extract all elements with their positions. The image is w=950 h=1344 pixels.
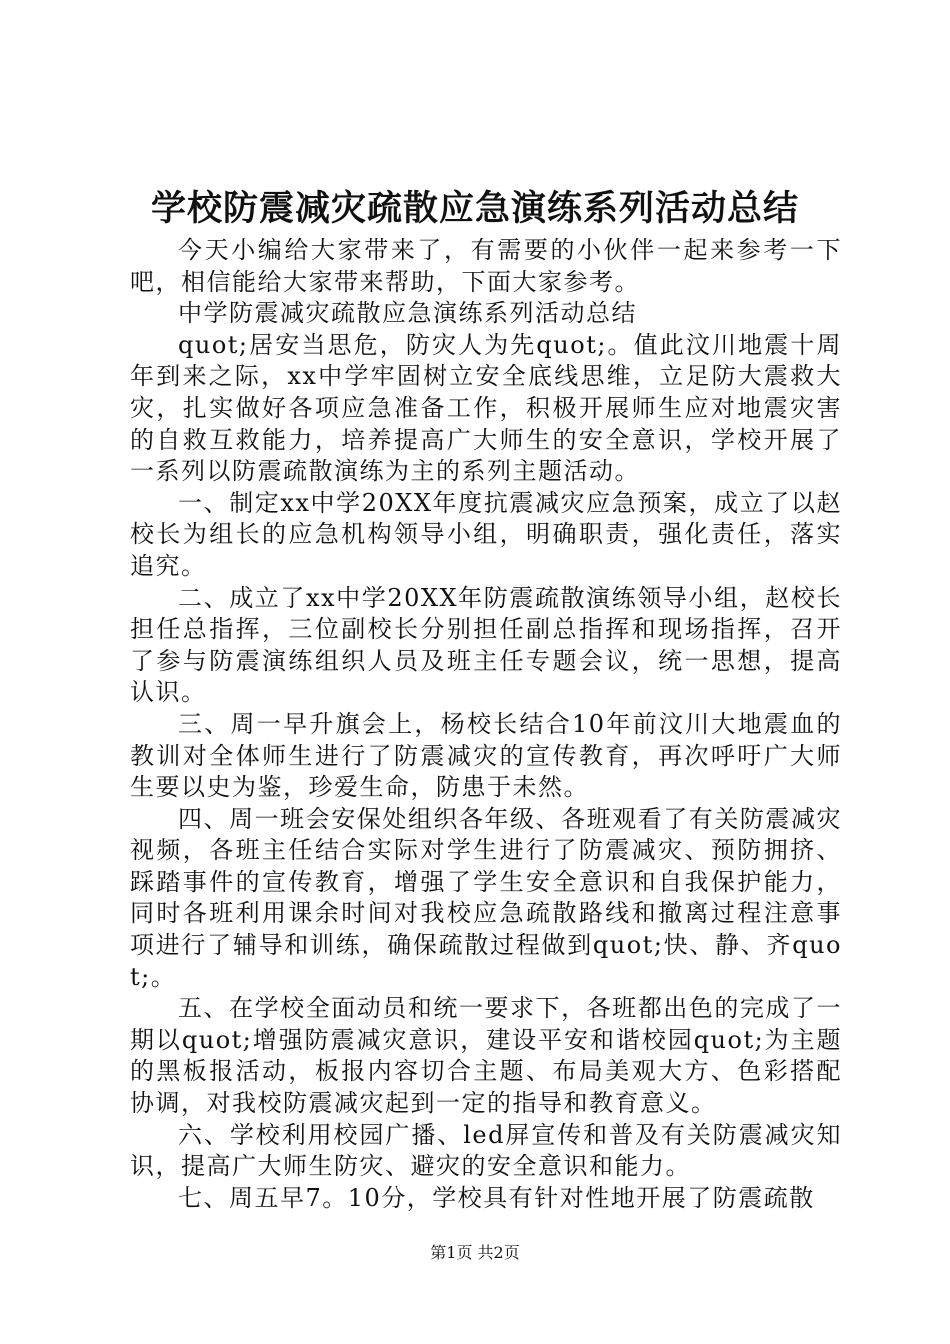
paragraph-item-2: 二、成立了xx中学20XX年防震疏散演练领导小组，赵校长担任总指挥，三位副校长分别担任副总指挥和现场指挥，召开了参与防震演练组织人员及班主任专题会议，统一思想，提高认识。 [130, 583, 842, 707]
paragraph-preface: quot;居安当思危，防灾人为先quot;。值此汶川地震十周年到来之际，xx中学牢固树立安全底线思维，立足防大震救大灾，扎实做好各项应急准备工作，积极开展师生应对地震灾害的自救互救能力，培养提高广大师生的安全意识，学校开展了一系列以防震疏散演练为主的系列主题活动。 [130, 330, 842, 486]
document-body [130, 235, 842, 1214]
paragraph-intro: 今天小编给大家带来了，有需要的小伙伴一起来参考一下吧，相信能给大家带来帮助，下面大家参考。 [130, 236, 842, 296]
paragraph-item-7: 七、周五早7。10分，学校具有针对性地开展了防震疏散 [178, 1183, 815, 1212]
page-footer: 第1页 共2页 [430, 1243, 520, 1262]
document-title: 学校防震减灾疏散应急演练系列活动总结 [150, 188, 799, 229]
paragraph-item-5: 五、在学校全面动员和统一要求下，各班都出色的完成了一期以quot;增强防震减灾意识，建设平安和谐校园quot;为主题的黑板报活动，板报内容切合主题、布局美观大方、色彩搭配协调，对我校防震减灾起到一定的指导和教育意义。 [130, 994, 842, 1118]
paragraph-item-6: 六、学校利用校园广播、led屏宣传和普及有关防震减灾知识，提高广大师生防灾、避灾的安全意识和能力。 [130, 1120, 842, 1181]
paragraph-item-1: 一、制定xx中学20XX年度抗震减灾应急预案，成立了以赵校长为组长的应急机构领导小组，明确职责，强化责任，落实追究。 [130, 488, 842, 580]
paragraph-item-3: 三、周一早升旗会上，杨校长结合10年前汶川大地震血的教训对全体师生进行了防震减灾的宣传教育，再次呼吁广大师生要以史为鉴，珍爱生命，防患于未然。 [130, 709, 842, 802]
paragraph-item-4: 四、周一班会安保处组织各年级、各班观看了有关防震减灾视频，各班主任结合实际对学生进行了防震减灾、预防拥挤、踩踏事件的宣传教育，增强了学生安全意识和自我保护能力，同时各班利用课余时间对我校应急疏散路线和撤离过程注意事项进行了辅导和训练，确保疏散过程做到quot;快、静、齐quot;。 [130, 804, 842, 991]
paragraph-subtitle: 中学防震减灾疏散应急演练系列活动总结 [178, 299, 637, 328]
